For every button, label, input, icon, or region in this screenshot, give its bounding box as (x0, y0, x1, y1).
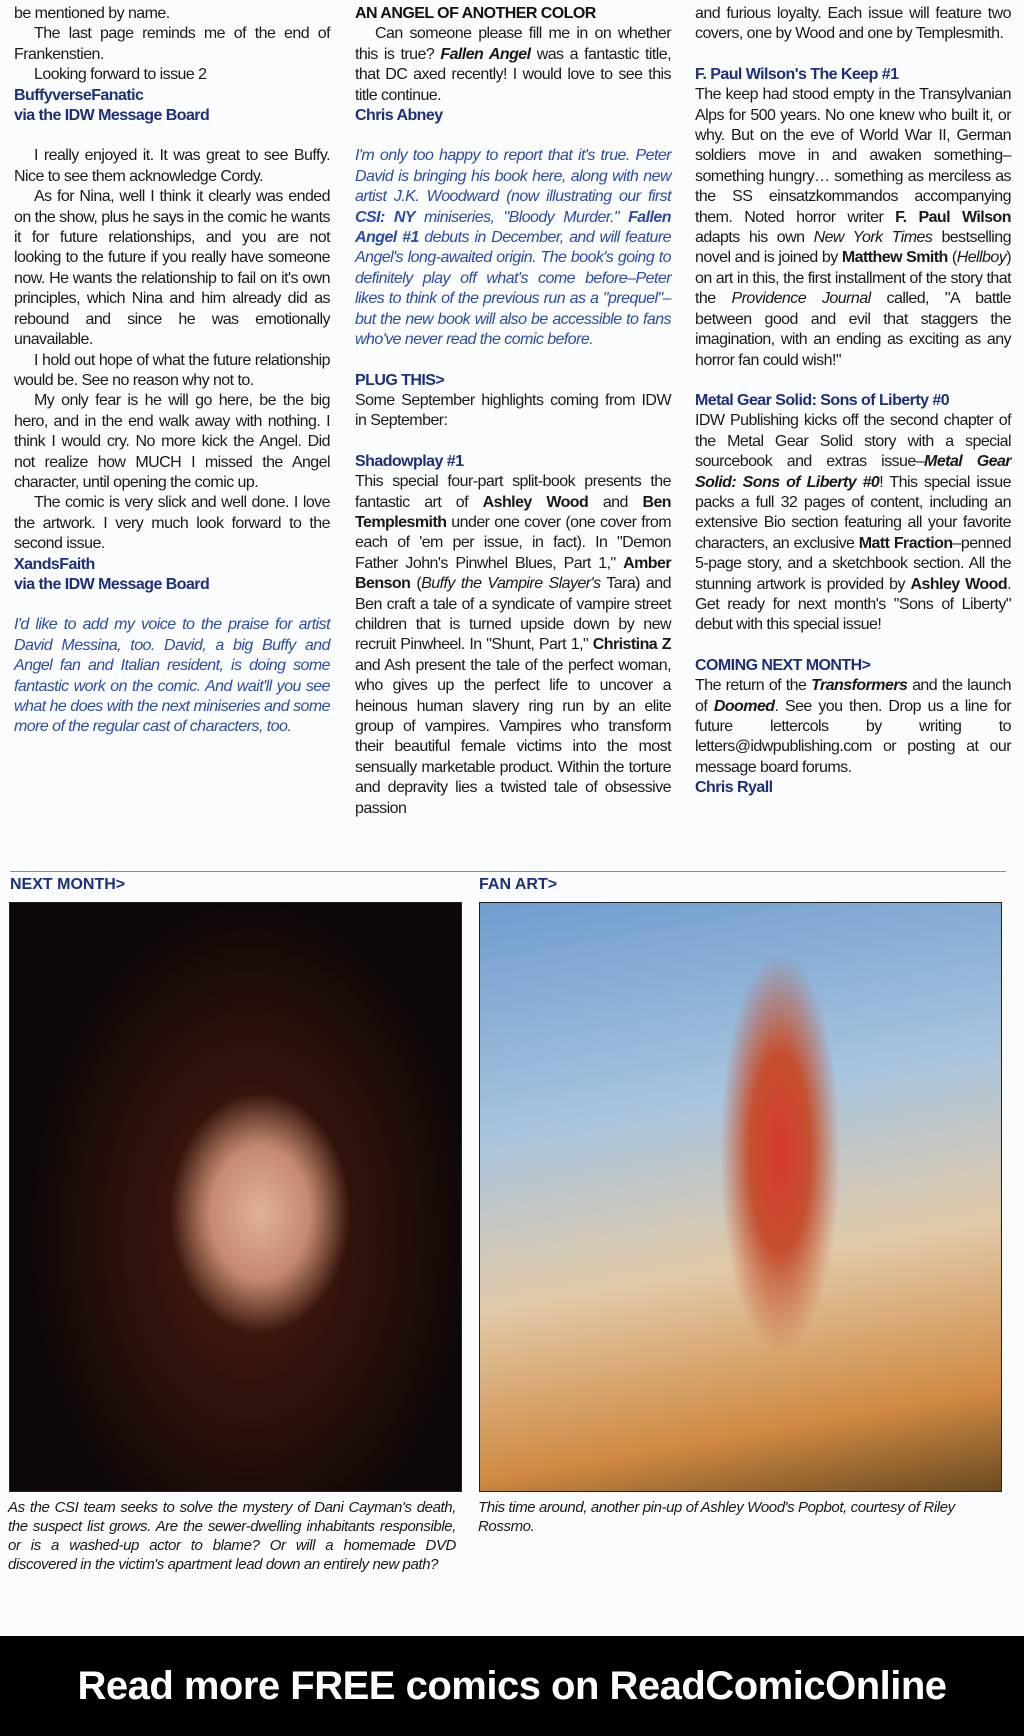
emphasis-text: Fallen Angel #1 (355, 208, 671, 247)
text-run: BuffyverseFanatic (14, 86, 144, 104)
signature (14, 106, 330, 126)
paragraph (695, 4, 1011, 45)
text-run: Looking forward to issue 2 (34, 66, 207, 84)
text-run: XandsFaith (14, 555, 95, 573)
text-run: The return of the (695, 677, 812, 695)
emphasis-text: Metal Gear Solid: Sons of Liberty #0 (695, 453, 1011, 491)
text-run: bestselling novel and is joined by (695, 229, 1012, 267)
text-run: via the IDW Message Board (14, 107, 210, 125)
paragraph (355, 391, 671, 432)
editor-reply (14, 615, 330, 737)
letter-heading (355, 4, 671, 24)
text-run: under one cover (one cover from each of 'em per issue, in fact). In "Demon Father John's Pinwhel Blues, Part 1," (355, 513, 671, 572)
text-run: F. Paul Wilson's The Keep #1 (695, 65, 899, 83)
text-run: My only fear is he will go here, be the big hero, and in the end walk away with nothing. I think I would cry. No more kick the Angel. Did not realize how MUCH I missed the Angel character, until opening the comic up. (14, 392, 330, 491)
text-run: AN ANGEL OF ANOTHER COLOR (355, 5, 596, 22)
section-divider (10, 871, 1006, 872)
section-heading (355, 371, 671, 391)
text-run: be mentioned by name. (14, 5, 170, 22)
emphasis-text: Matt Fraction (858, 534, 953, 552)
paragraph (14, 24, 330, 65)
editor-reply (355, 146, 671, 350)
emphasis-text: Fallen Angel (440, 45, 531, 63)
text-run: was a fantastic title, that DC axed recently! I would love to see this title continue. (355, 45, 671, 104)
text-run: Chris Abney (355, 107, 443, 125)
text-run: debuts in December, and will feature Angel's long-awaited origin. The book's going to definitely play off what's come before–Peter likes to think of the previous run as a "prequel"–but the new book will also be accessible to fans who've never read the comic before. (355, 229, 671, 349)
text-run: The last page reminds me of the end of Frankenstien. (14, 25, 330, 63)
signature (14, 86, 330, 106)
text-run: Metal Gear Solid: Sons of Liberty #0 (695, 391, 950, 409)
text-run: The keep had stood empty in the Transylvanian Alps for 500 years. No one knew who built it, or why. But on the eve of World War II, German soldiers move in and awaken something–something hungry… something as merciless as the SS einsatzkommandos accompanying them. Noted horror writer (695, 86, 1011, 226)
emphasis-text: Buffy the Vampire Slayer's (421, 575, 601, 593)
paragraph (695, 676, 1011, 778)
emphasis-text: Matthew Smith (841, 249, 948, 267)
fan-art-label: FAN ART> (479, 876, 558, 893)
section-heading (695, 391, 1011, 411)
paragraph (14, 146, 330, 187)
signature (695, 778, 1011, 798)
text-run: ( (410, 575, 422, 593)
signature (355, 106, 671, 126)
emphasis-text: Amber Benson (355, 554, 671, 593)
promo-banner[interactable]: Read more FREE comics on ReadComicOnline (0, 1636, 1024, 1736)
letters-column-1 (14, 4, 330, 738)
paragraph (14, 391, 330, 493)
text-run: fan and Italian resident, is doing some fantastic work on the comic. And wait'll you see what he does with the next miniseries and some more of the regular cast of characters, too. (14, 657, 330, 736)
text-run: ! This special issue packs a full 32 pages of content, including an extensive Bio section featuring all your favorite characters, an exclusive (695, 473, 1011, 552)
text-run: Buffy (261, 636, 296, 654)
emphasis-text: Transformers (811, 677, 908, 695)
letters-column-3 (695, 4, 1011, 799)
signature (14, 575, 330, 595)
text-run: I hold out hope of what the future relationship would be. See no reason why not to. (14, 351, 330, 389)
text-run: called, "A battle between good and evil that staggers the imagination, with an ending as exciting as any horror fan could wish!" (695, 290, 1011, 369)
next-month-photo (9, 902, 462, 1492)
text-run: and (588, 493, 643, 511)
next-month-caption: As the CSI team seeks to solve the mystery of Dani Cayman's death, the suspect list grows. Are the sewer-dwelling inhabitants responsible, or is a washed-up actor to blame? Or will a homemade DVD discovered in the victim's apartment lead down an entirely new path? (8, 1499, 456, 1573)
text-run: I'd like to add my voice to the praise for artist David Messina, too. David, a big (14, 616, 330, 654)
text-run: adapts his own (695, 229, 814, 247)
emphasis-text: CSI: NY (355, 208, 415, 226)
paragraph (14, 65, 330, 85)
text-run: ) on art in this, the first installment of the story that the (695, 249, 1011, 308)
text-run: and Ash present the tale of the perfect woman, who gives up the perfect life to uncover a heinous human slavery ring run by an elite group of vampires. Vampires who transform their beautiful female victims into the most sensually marketable product. Within the torture and depravity lies a twisted tale of obsessive passion (355, 656, 671, 817)
section-heading (355, 452, 671, 472)
text-run: . See you then. Drop us a line for future lettercols by writing to letters@idwpublishing.com or posting at our message board forums. (695, 697, 1012, 776)
fan-art-caption: This time around, another pin-up of Ashley Wood's Popbot, courtesy of Riley Rossmo. (478, 1499, 955, 1535)
text-run: IDW Publishing kicks off the second chapter of the Metal Gear Solid story with a special sourcebook and extras issue– (695, 412, 1011, 471)
signature (14, 555, 330, 575)
text-run: As for Nina, well I think it clearly was ended on the show, plus he says in the comic he wants it for future relationships, and you are not looking to the future if you really have someone now. He wants the relationship to fail on it's own principles, which Nina and him already did as rebound and since he was emotionally unavailable. (14, 188, 330, 349)
fan-art-image (479, 902, 1002, 1492)
section-heading (695, 65, 1011, 85)
text-run: and (295, 636, 330, 654)
emphasis-text: Hellboy (956, 249, 1007, 267)
text-run: This special four-part split-book presents the fantastic art of (355, 473, 671, 511)
spacer (14, 126, 330, 146)
text-run: miniseries, "Bloody Murder." (414, 208, 629, 226)
emphasis-text: New York Times (813, 229, 933, 247)
emphasis-text: Doomed (713, 697, 775, 715)
emphasis-text: Christina Z (592, 636, 672, 654)
text-run: ( (947, 249, 957, 267)
section-heading (695, 656, 1011, 676)
text-run: I really enjoyed it. It was great to see Buffy. Nice to see them acknowledge Cordy. (14, 147, 330, 185)
text-run: and the launch of (695, 677, 1011, 715)
emphasis-text: Ben Templesmith (355, 493, 672, 531)
paragraph (14, 351, 330, 392)
text-run: via the IDW Message Board (14, 575, 210, 593)
text-run: I'm only too happy to report that it's true. Peter David is bringing his book here, along with new artist J.K. Woodward (now illustrating our first (355, 147, 671, 206)
emphasis-text: Ashley Wood (482, 493, 589, 511)
text-run: Can someone please fill me in on whether this is true? (355, 25, 671, 63)
paragraph (14, 4, 330, 24)
text-run: Chris Ryall (695, 779, 773, 797)
text-run: Tara) and Ben craft a tale of a syndicate of vampire street children that is turned upside down by new recruit Pinwheel. In "Shunt, Part 1," (355, 575, 671, 654)
text-run: Angel (14, 657, 53, 675)
paragraph (355, 24, 671, 106)
text-run: Some September highlights coming from IDW in September: (355, 391, 671, 430)
text-run: –penned 5-page story, and a sketchbook section. All the stunning artwork is provided by (695, 534, 1011, 593)
next-month-label: NEXT MONTH> (10, 876, 126, 893)
paragraph (695, 85, 1011, 371)
letters-column-2 (355, 4, 671, 819)
paragraph (695, 411, 1011, 635)
emphasis-text: Providence Journal (731, 290, 871, 308)
emphasis-text: F. Paul Wilson (895, 208, 1011, 226)
paragraph (355, 472, 671, 819)
text-run: PLUG THIS> (355, 371, 445, 389)
text-run: Shadowplay #1 (355, 452, 464, 470)
text-run: and furious loyalty. Each issue will feature two covers, one by Wood and one by Templesmith. (695, 5, 1011, 43)
paragraph (14, 493, 330, 554)
text-run: COMING NEXT MONTH> (695, 656, 871, 674)
emphasis-text: Ashley Wood (910, 575, 1008, 593)
paragraph (14, 187, 330, 350)
text-run: The comic is very slick and well done. I love the artwork. I very much look forward to the second issue. (14, 494, 330, 553)
text-run: . Get ready for next month's "Sons of Liberty" debut with this special issue! (695, 575, 1012, 634)
